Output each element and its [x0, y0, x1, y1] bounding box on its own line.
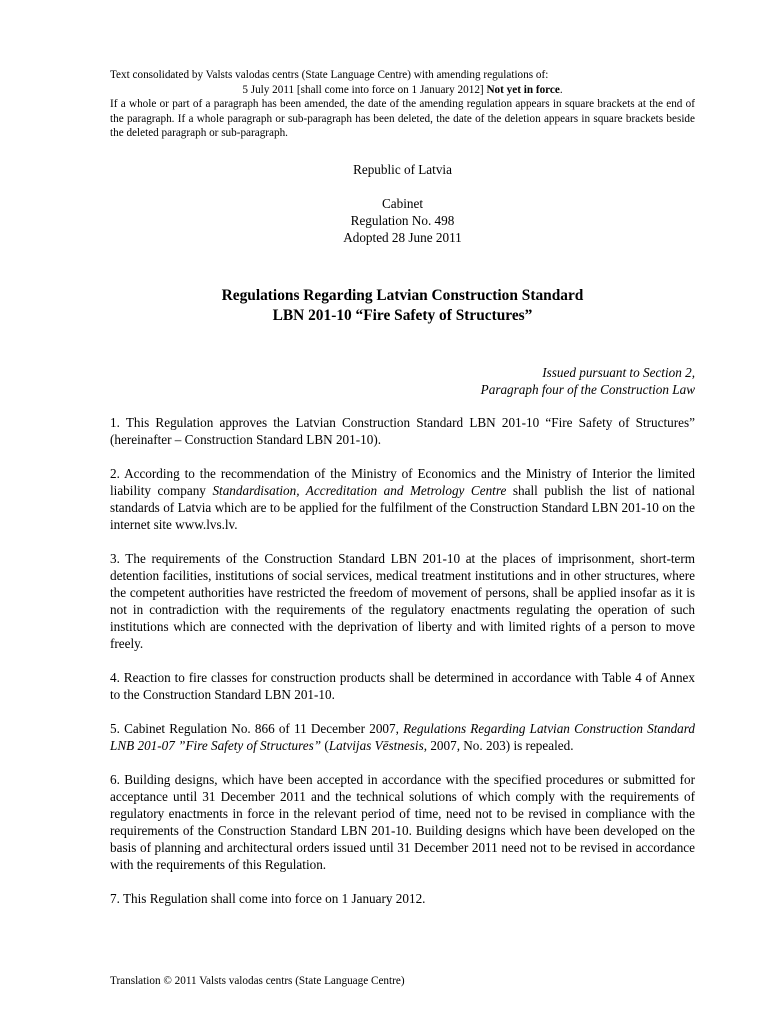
paragraph-4: 4. Reaction to fire classes for construction products shall be determined in accordance with Table 4 of Annex to the Construction Standard LBN 201-10.	[110, 669, 695, 702]
amendment-line	[110, 83, 695, 98]
legal-basis-line-1: Issued pursuant to Section 2,	[542, 364, 695, 380]
translation-footer: Translation © 2011 Valsts valodas centrs (State Language Centre)	[110, 975, 405, 987]
repealed-regulation-title: Regulations Regarding Latvian Construction Standard LNB 201-07 ”Fire Safety of Structures”	[110, 720, 695, 753]
title-line-1: Regulations Regarding Latvian Construction Standard	[221, 286, 584, 304]
legal-basis-line-2: Paragraph four of the Construction Law	[480, 381, 695, 397]
force-status: Not yet in force	[486, 83, 560, 96]
regulation-number: Regulation No. 498	[350, 212, 455, 228]
document-title	[110, 286, 695, 326]
document-page	[110, 68, 695, 907]
adoption-date: Adopted 28 June 2011	[343, 229, 462, 245]
legal-basis	[110, 364, 695, 398]
amendment-explanation: If a whole or part of a paragraph has been amended, the date of the amending regulation appears in square brackets at the end of the paragraph. If a whole paragraph or sub-paragraph has been deleted, the date of the deletion appears in square brackets beside the deleted paragraph or sub-paragraph.	[110, 98, 695, 139]
paragraph-6: 6. Building designs, which have been accepted in accordance with the specified procedures or submitted for acceptance until 31 December 2011 and the technical solutions of which comply with the requirements of regulatory enactments in force in the relevant period of time, need not to be revised in compliance with the requirements of the Construction Standard LBN 201-10. Building designs which have been developed on the basis of planning and architectural orders issued until 31 December 2011 need not to be revised in accordance with the requirements of this Regulation.	[110, 771, 695, 872]
issuer-block	[110, 161, 695, 246]
paragraph-2	[110, 465, 695, 533]
paragraph-5	[110, 720, 695, 754]
paragraph-2-text: 2. According to the recommendation of the Ministry of Economics and the Ministry of Interior the limited liability company	[110, 465, 695, 498]
issuing-body: Cabinet	[381, 195, 424, 211]
amendment-period: .	[559, 83, 563, 96]
paragraph-5-paren: (	[321, 737, 329, 753]
consolidation-note	[110, 68, 695, 141]
paragraph-5-text-end: , 2007, No. 203) is repealed.	[423, 737, 574, 753]
paragraph-3: 3. The requirements of the Construction Standard LBN 201-10 at the places of imprisonment, short-term detention facilities, institutions of social services, medical treatment institutions and in other structures, where the competent authorities have restricted the freedom of movement of persons, shall be applied insofar as it is not in contradiction with the requirements of the regulatory enactments regulating the operation of such institutions which are connected with the deprivation of liberty and with limited rights of a person to move freely.	[110, 550, 695, 651]
paragraph-7: 7. This Regulation shall come into force on 1 January 2012.	[110, 890, 426, 906]
gazette-name: Latvijas Vēstnesis	[328, 737, 424, 753]
title-line-2: LBN 201-10 “Fire Safety of Structures”	[272, 306, 533, 324]
consolidation-line: Text consolidated by Valsts valodas centrs (State Language Centre) with amending regulations of:	[110, 69, 549, 81]
paragraph-1: 1. This Regulation approves the Latvian Construction Standard LBN 201-10 “Fire Safety of Structures” (hereinafter – Construction Standard LBN 201-10).	[110, 414, 695, 447]
amendment-date: 5 July 2011 [shall come into force on 1 January 2012]	[242, 83, 487, 96]
paragraph-5-text: 5. Cabinet Regulation No. 866 of 11 December 2007,	[110, 720, 404, 736]
company-name: Standardisation, Accreditation and Metrology Centre	[212, 482, 507, 498]
country-name: Republic of Latvia	[353, 161, 452, 177]
paragraph-2-text-end: shall publish the list of national standards of Latvia which are to be applied for the fulfilment of the Construction Standard LBN 201-10 on the internet site www.lvs.lv.	[110, 482, 695, 532]
